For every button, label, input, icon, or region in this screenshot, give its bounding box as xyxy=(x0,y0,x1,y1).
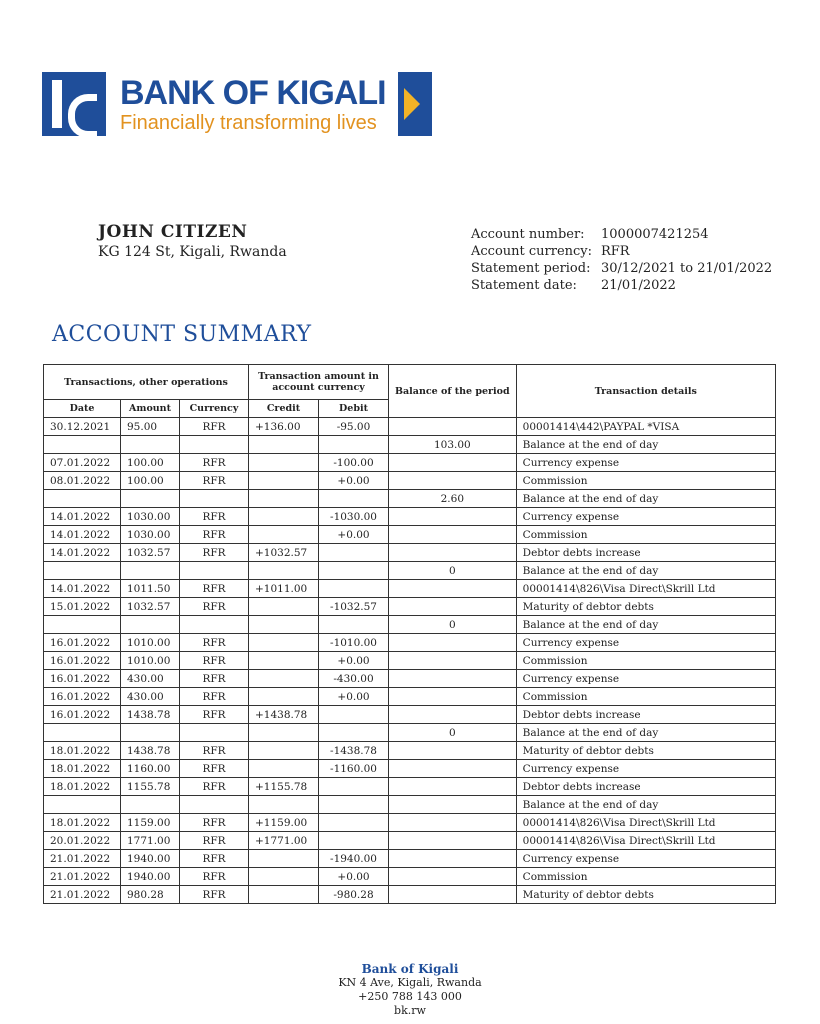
table-row xyxy=(44,472,776,490)
cell-amount xyxy=(121,436,180,454)
cell-date: 21.01.2022 xyxy=(44,886,121,904)
cell-debit xyxy=(319,616,389,634)
cell-amount: 1438.78 xyxy=(121,742,180,760)
cell-balance xyxy=(389,760,517,778)
cell-date: 21.01.2022 xyxy=(44,850,121,868)
cell-amount: 1030.00 xyxy=(121,526,180,544)
table-row xyxy=(44,418,776,436)
col-currency: Currency xyxy=(180,400,249,418)
table-row xyxy=(44,868,776,886)
table-row xyxy=(44,652,776,670)
cell-debit: +0.00 xyxy=(319,526,389,544)
cell-date xyxy=(44,562,121,580)
cell-details: Commission xyxy=(516,652,775,670)
cell-details: Commission xyxy=(516,472,775,490)
cell-credit: +1438.78 xyxy=(249,706,319,724)
cell-details: Currency expense xyxy=(516,670,775,688)
cell-amount: 980.28 xyxy=(121,886,180,904)
cell-details: Balance at the end of day xyxy=(516,436,775,454)
cell-currency: RFR xyxy=(180,652,249,670)
cell-details: Maturity of debtor debts xyxy=(516,742,775,760)
customer-address: KG 124 St, Kigali, Rwanda xyxy=(98,244,287,260)
cell-balance xyxy=(389,472,517,490)
col-credit: Credit xyxy=(249,400,319,418)
cell-debit: +0.00 xyxy=(319,868,389,886)
cell-credit xyxy=(249,796,319,814)
cell-balance: 0 xyxy=(389,562,517,580)
table-row xyxy=(44,796,776,814)
cell-amount: 430.00 xyxy=(121,670,180,688)
cell-date: 14.01.2022 xyxy=(44,526,121,544)
cell-amount: 1438.78 xyxy=(121,706,180,724)
cell-credit xyxy=(249,490,319,508)
col-debit: Debit xyxy=(319,400,389,418)
cell-amount xyxy=(121,562,180,580)
cell-currency: RFR xyxy=(180,850,249,868)
cell-debit xyxy=(319,706,389,724)
cell-balance: 2.60 xyxy=(389,490,517,508)
footer xyxy=(0,962,820,1018)
table-row xyxy=(44,454,776,472)
cell-balance xyxy=(389,706,517,724)
cell-balance: 103.00 xyxy=(389,436,517,454)
col-date: Date xyxy=(44,400,121,418)
cell-details: Commission xyxy=(516,526,775,544)
cell-credit: +136.00 xyxy=(249,418,319,436)
cell-debit: -1032.57 xyxy=(319,598,389,616)
cell-balance xyxy=(389,742,517,760)
cell-date: 07.01.2022 xyxy=(44,454,121,472)
table-row xyxy=(44,742,776,760)
cell-date: 16.01.2022 xyxy=(44,688,121,706)
cell-debit: -1160.00 xyxy=(319,760,389,778)
cell-details: 00001414\826\Visa Direct\Skrill Ltd xyxy=(516,832,775,850)
cell-balance xyxy=(389,688,517,706)
account-currency-label: Account currency: xyxy=(471,244,593,259)
cell-debit xyxy=(319,562,389,580)
cell-details: Currency expense xyxy=(516,634,775,652)
cell-balance xyxy=(389,670,517,688)
cell-credit xyxy=(249,472,319,490)
cell-amount: 1155.78 xyxy=(121,778,180,796)
table-row xyxy=(44,832,776,850)
cell-amount: 100.00 xyxy=(121,472,180,490)
account-currency-row xyxy=(471,243,772,260)
cell-credit xyxy=(249,670,319,688)
cell-credit xyxy=(249,562,319,580)
cell-currency: RFR xyxy=(180,778,249,796)
cell-date xyxy=(44,796,121,814)
cell-balance xyxy=(389,850,517,868)
cell-credit xyxy=(249,526,319,544)
cell-amount xyxy=(121,616,180,634)
col-amount: Amount xyxy=(121,400,180,418)
customer-name: JOHN CITIZEN xyxy=(98,222,248,242)
cell-details: Balance at the end of day xyxy=(516,796,775,814)
statement-period-row xyxy=(471,260,772,277)
cell-details: Currency expense xyxy=(516,760,775,778)
cell-date: 08.01.2022 xyxy=(44,472,121,490)
cell-balance xyxy=(389,652,517,670)
table-row xyxy=(44,778,776,796)
customer-block xyxy=(98,222,287,260)
cell-details: Balance at the end of day xyxy=(516,490,775,508)
cell-date: 14.01.2022 xyxy=(44,580,121,598)
footer-bank-name: Bank of Kigali xyxy=(361,962,459,976)
cell-date: 16.01.2022 xyxy=(44,634,121,652)
balance-header: Balance of the period xyxy=(389,365,517,418)
cell-currency: RFR xyxy=(180,544,249,562)
table-row xyxy=(44,760,776,778)
cell-date: 16.01.2022 xyxy=(44,652,121,670)
bank-logo xyxy=(42,72,432,136)
cell-currency: RFR xyxy=(180,526,249,544)
cell-balance xyxy=(389,454,517,472)
cell-debit: -95.00 xyxy=(319,418,389,436)
page-title: ACCOUNT SUMMARY xyxy=(52,322,312,347)
cell-currency: RFR xyxy=(180,832,249,850)
cell-amount: 1159.00 xyxy=(121,814,180,832)
statement-date-label: Statement date: xyxy=(471,278,577,293)
cell-amount: 1940.00 xyxy=(121,850,180,868)
footer-phone: +250 788 143 000 xyxy=(358,990,462,1003)
cell-balance xyxy=(389,796,517,814)
cell-currency: RFR xyxy=(180,670,249,688)
cell-date xyxy=(44,436,121,454)
cell-amount: 1030.00 xyxy=(121,508,180,526)
cell-currency: RFR xyxy=(180,508,249,526)
cell-details: 00001414\826\Visa Direct\Skrill Ltd xyxy=(516,814,775,832)
cell-debit: +0.00 xyxy=(319,472,389,490)
cell-balance xyxy=(389,508,517,526)
account-number-value: 1000007421254 xyxy=(601,227,709,242)
cell-credit xyxy=(249,760,319,778)
table-row xyxy=(44,598,776,616)
cell-date xyxy=(44,616,121,634)
cell-date xyxy=(44,490,121,508)
cell-amount: 1160.00 xyxy=(121,760,180,778)
cell-debit: -430.00 xyxy=(319,670,389,688)
cell-debit: -1030.00 xyxy=(319,508,389,526)
table-row xyxy=(44,634,776,652)
cell-amount: 1771.00 xyxy=(121,832,180,850)
cell-credit: +1011.00 xyxy=(249,580,319,598)
cell-details: Debtor debts increase xyxy=(516,778,775,796)
table-row xyxy=(44,724,776,742)
statement-date-value: 21/01/2022 xyxy=(601,278,676,293)
account-info xyxy=(471,226,772,294)
cell-debit xyxy=(319,490,389,508)
cell-debit: -1438.78 xyxy=(319,742,389,760)
cell-amount xyxy=(121,490,180,508)
bank-tagline: Financially transforming lives xyxy=(120,112,377,134)
cell-credit: +1155.78 xyxy=(249,778,319,796)
cell-currency: RFR xyxy=(180,868,249,886)
cell-currency xyxy=(180,436,249,454)
cell-credit xyxy=(249,634,319,652)
cell-details: Maturity of debtor debts xyxy=(516,598,775,616)
cell-debit xyxy=(319,796,389,814)
cell-date: 16.01.2022 xyxy=(44,670,121,688)
cell-currency xyxy=(180,724,249,742)
cell-credit xyxy=(249,598,319,616)
statement-period-value: 30/12/2021 to 21/01/2022 xyxy=(601,261,773,276)
cell-amount xyxy=(121,724,180,742)
statement-period-label: Statement period: xyxy=(471,261,591,276)
cell-currency xyxy=(180,562,249,580)
cell-debit: -1010.00 xyxy=(319,634,389,652)
cell-date: 14.01.2022 xyxy=(44,544,121,562)
cell-debit xyxy=(319,580,389,598)
cell-currency: RFR xyxy=(180,760,249,778)
cell-date: 18.01.2022 xyxy=(44,760,121,778)
table-row xyxy=(44,688,776,706)
cell-currency: RFR xyxy=(180,634,249,652)
cell-details: Debtor debts increase xyxy=(516,544,775,562)
cell-credit xyxy=(249,724,319,742)
cell-details: 00001414\442\PAYPAL *VISA xyxy=(516,418,775,436)
cell-amount xyxy=(121,796,180,814)
cell-amount: 1010.00 xyxy=(121,652,180,670)
cell-credit xyxy=(249,454,319,472)
cell-details: Balance at the end of day xyxy=(516,562,775,580)
cell-credit xyxy=(249,508,319,526)
cell-credit: +1032.57 xyxy=(249,544,319,562)
table-row xyxy=(44,562,776,580)
cell-currency: RFR xyxy=(180,742,249,760)
group-header-transactions: Transactions, other operations xyxy=(44,365,249,400)
table-row xyxy=(44,544,776,562)
cell-details: Debtor debts increase xyxy=(516,706,775,724)
footer-web: bk.rw xyxy=(394,1004,426,1017)
table-row xyxy=(44,508,776,526)
transactions-table xyxy=(43,364,776,904)
cell-credit xyxy=(249,850,319,868)
cell-credit xyxy=(249,616,319,634)
cell-date: 30.12.2021 xyxy=(44,418,121,436)
bank-logo-mark-icon xyxy=(42,72,106,136)
cell-balance xyxy=(389,580,517,598)
cell-date: 18.01.2022 xyxy=(44,778,121,796)
cell-credit xyxy=(249,868,319,886)
table-row xyxy=(44,526,776,544)
cell-debit: -980.28 xyxy=(319,886,389,904)
cell-credit xyxy=(249,742,319,760)
cell-balance xyxy=(389,814,517,832)
group-header-amount: Transaction amount in account currency xyxy=(249,365,389,400)
cell-currency: RFR xyxy=(180,580,249,598)
cell-credit xyxy=(249,688,319,706)
account-currency-value: RFR xyxy=(601,244,630,259)
cell-balance xyxy=(389,526,517,544)
cell-debit xyxy=(319,778,389,796)
cell-date: 21.01.2022 xyxy=(44,868,121,886)
table-row xyxy=(44,886,776,904)
cell-amount: 1011.50 xyxy=(121,580,180,598)
cell-date: 14.01.2022 xyxy=(44,508,121,526)
account-number-row xyxy=(471,226,772,243)
cell-currency: RFR xyxy=(180,706,249,724)
cell-amount: 430.00 xyxy=(121,688,180,706)
cell-date: 18.01.2022 xyxy=(44,742,121,760)
cell-balance xyxy=(389,778,517,796)
cell-amount: 95.00 xyxy=(121,418,180,436)
cell-amount: 1940.00 xyxy=(121,868,180,886)
cell-debit xyxy=(319,436,389,454)
cell-credit: +1771.00 xyxy=(249,832,319,850)
cell-amount: 1032.57 xyxy=(121,544,180,562)
cell-currency: RFR xyxy=(180,688,249,706)
cell-date: 20.01.2022 xyxy=(44,832,121,850)
account-number-label: Account number: xyxy=(471,227,585,242)
cell-balance: 0 xyxy=(389,724,517,742)
cell-amount: 100.00 xyxy=(121,454,180,472)
table-row xyxy=(44,814,776,832)
table-row xyxy=(44,850,776,868)
cell-debit: +0.00 xyxy=(319,688,389,706)
bank-name: BANK OF KIGALI xyxy=(120,74,386,112)
cell-currency: RFR xyxy=(180,886,249,904)
cell-credit: +1159.00 xyxy=(249,814,319,832)
cell-credit xyxy=(249,436,319,454)
cell-debit: -100.00 xyxy=(319,454,389,472)
cell-date: 18.01.2022 xyxy=(44,814,121,832)
cell-date: 15.01.2022 xyxy=(44,598,121,616)
cell-credit xyxy=(249,652,319,670)
cell-details: Balance at the end of day xyxy=(516,724,775,742)
cell-currency: RFR xyxy=(180,598,249,616)
cell-currency xyxy=(180,490,249,508)
cell-details: Currency expense xyxy=(516,508,775,526)
cell-debit xyxy=(319,544,389,562)
statement-date-row xyxy=(471,277,772,294)
cell-amount: 1032.57 xyxy=(121,598,180,616)
cell-details: Commission xyxy=(516,868,775,886)
cell-currency xyxy=(180,616,249,634)
cell-debit xyxy=(319,814,389,832)
cell-currency: RFR xyxy=(180,418,249,436)
table-row xyxy=(44,580,776,598)
footer-address: KN 4 Ave, Kigali, Rwanda xyxy=(338,976,482,989)
cell-debit xyxy=(319,724,389,742)
cell-currency xyxy=(180,796,249,814)
cell-balance xyxy=(389,544,517,562)
cell-currency: RFR xyxy=(180,814,249,832)
cell-details: Maturity of debtor debts xyxy=(516,886,775,904)
cell-credit xyxy=(249,886,319,904)
cell-balance xyxy=(389,598,517,616)
cell-currency: RFR xyxy=(180,472,249,490)
cell-balance xyxy=(389,418,517,436)
table-row xyxy=(44,670,776,688)
cell-debit: +0.00 xyxy=(319,652,389,670)
cell-details: Currency expense xyxy=(516,454,775,472)
cell-balance xyxy=(389,832,517,850)
chevron-right-icon xyxy=(398,72,432,136)
cell-details: Currency expense xyxy=(516,850,775,868)
cell-amount: 1010.00 xyxy=(121,634,180,652)
table-row xyxy=(44,436,776,454)
details-header: Transaction details xyxy=(516,365,775,418)
cell-details: 00001414\826\Visa Direct\Skrill Ltd xyxy=(516,580,775,598)
cell-details: Balance at the end of day xyxy=(516,616,775,634)
cell-balance xyxy=(389,634,517,652)
cell-details: Commission xyxy=(516,688,775,706)
cell-date: 16.01.2022 xyxy=(44,706,121,724)
cell-debit: -1940.00 xyxy=(319,850,389,868)
cell-debit xyxy=(319,832,389,850)
cell-balance xyxy=(389,886,517,904)
cell-currency: RFR xyxy=(180,454,249,472)
cell-balance: 0 xyxy=(389,616,517,634)
table-row xyxy=(44,490,776,508)
table-row xyxy=(44,616,776,634)
cell-balance xyxy=(389,868,517,886)
table-row xyxy=(44,706,776,724)
cell-date xyxy=(44,724,121,742)
